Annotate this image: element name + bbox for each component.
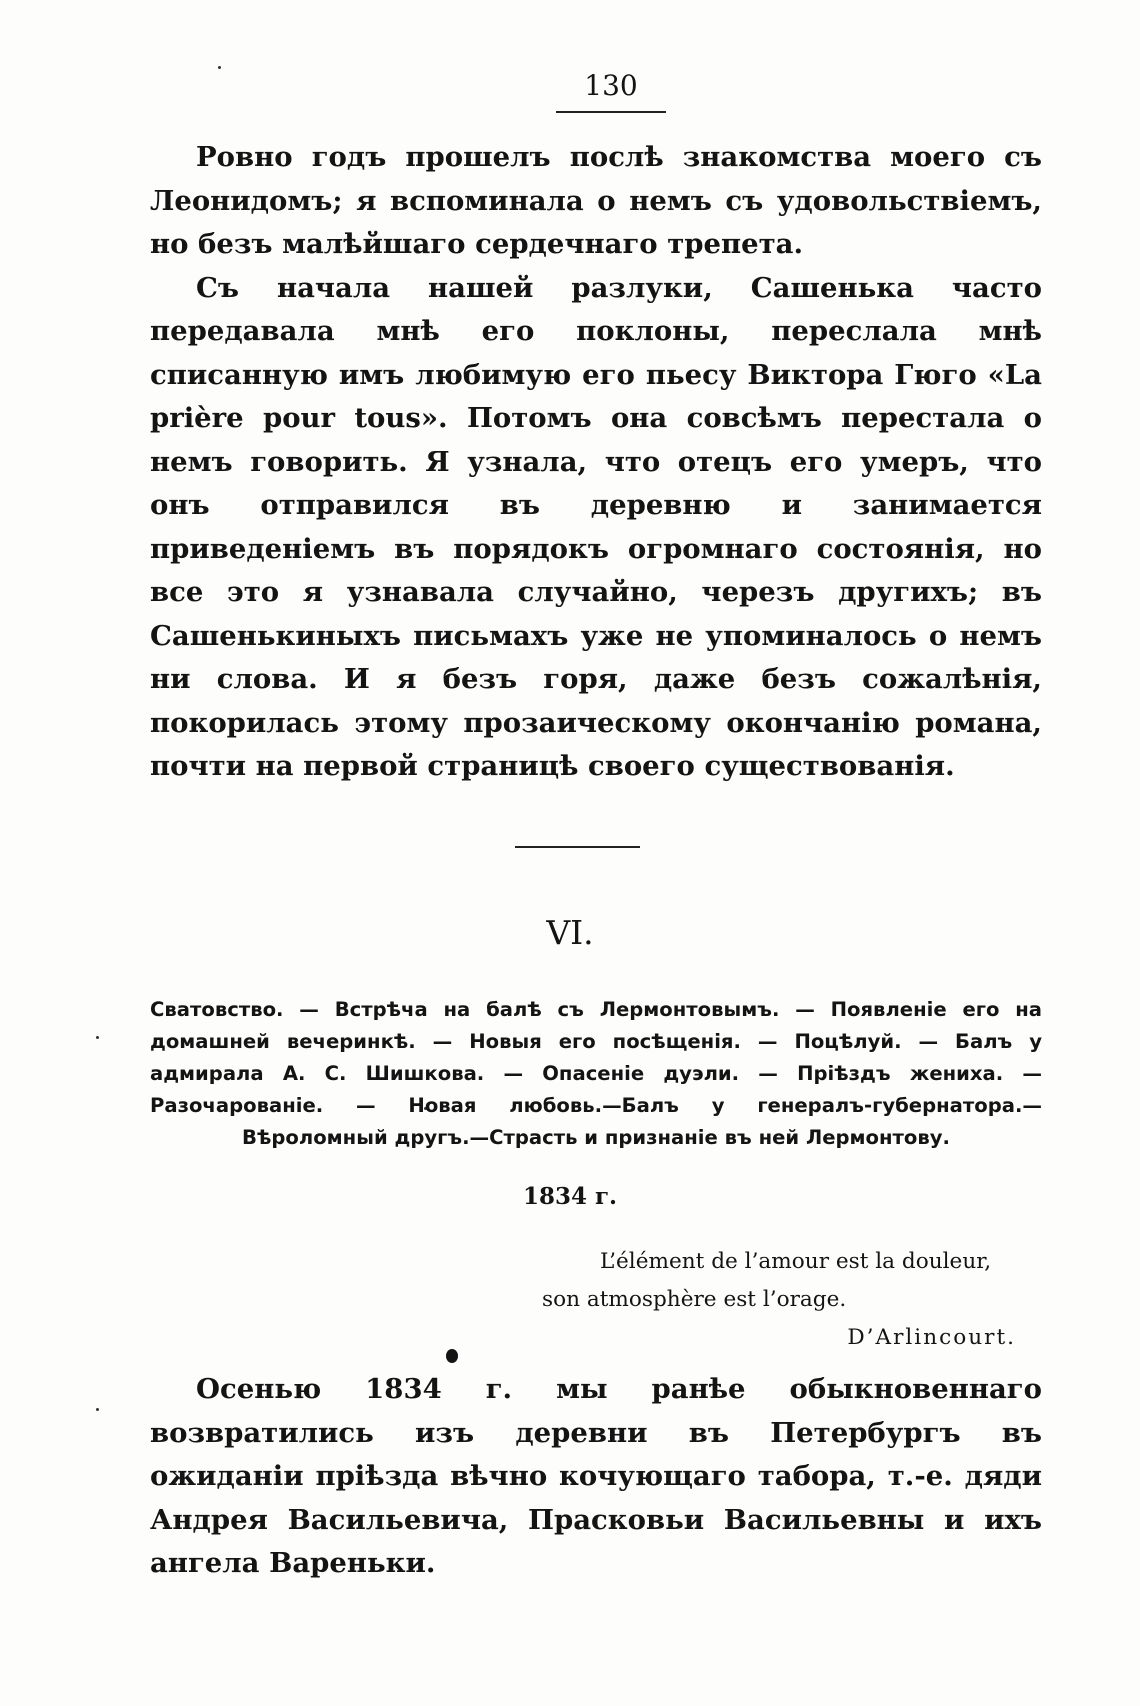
print-speck [96,1036,99,1039]
body-text-top [150,136,1042,789]
paragraph: Ровно годъ прошелъ послѣ знакомства моего съ Леонидомъ; я вспоминала о немъ съ удовольствіемъ, но безъ малѣйшаго сердечнаго трепета. [150,141,1042,260]
print-speck [218,66,221,69]
epigraph [542,1243,1016,1357]
print-speck [96,1408,99,1411]
epigraph-text: L’élément de l’amour est la douleur, son atmosphère est l’orage. [542,1249,992,1312]
body-text-bottom [150,1368,1042,1586]
page-number: 130 [584,69,638,102]
chapter-synopsis: Сватовство. — Встрѣча на балѣ съ Лермонтовымъ. — Появленіе его на домашней вечеринкѣ. — Новыя его посѣщенія. — Поцѣлуй. — Балъ у адмирала А. С. Шишкова. — Опасеніе дуэли. — Пріѣздъ жениха. — Разочарованіе. — Новая любовь.—Балъ у генералъ-губернатора.—Вѣроломный другъ.—Страсть и признаніе въ ней Лермонтову. [150,998,1042,1149]
paragraph: Съ начала нашей разлуки, Сашенька часто передавала мнѣ его поклоны, переслала мнѣ списанную имъ любимую его пьесу Виктора Гюго «La prière pour tous». Потомъ она совсѣмъ перестала о немъ говорить. Я узнала, что отецъ его умеръ, что онъ отправился въ деревню и занимается приведеніемъ въ порядокъ огромнаго состоянія, но все это я узнавала случайно, черезъ другихъ; въ Сашенькиныхъ письмахъ уже не упоминалось о немъ ни слова. И я безъ горя, даже безъ сожалѣнія, покорилась этому прозаическому окончанію романа, почти на первой страницѣ своего существованія. [150,271,1042,782]
epigraph-author: D’Arlincourt. [847,1325,1016,1350]
chapter-number: VI. [546,913,594,952]
ink-blot-mark [446,1349,458,1363]
page-number-rule [556,111,666,113]
section-divider [515,846,640,848]
paragraph: Осенью 1834 г. мы ранѣе обыкновеннаго возвратились изъ деревни въ Петербургъ въ ожиданіи пріѣзда вѣчно кочующаго табора, т.-е. дяди Андрея Васильевича, Прасковьи Васильевны и ихъ ангела Вареньки. [150,1373,1042,1579]
chapter-year: 1834 г. [522,1183,618,1210]
